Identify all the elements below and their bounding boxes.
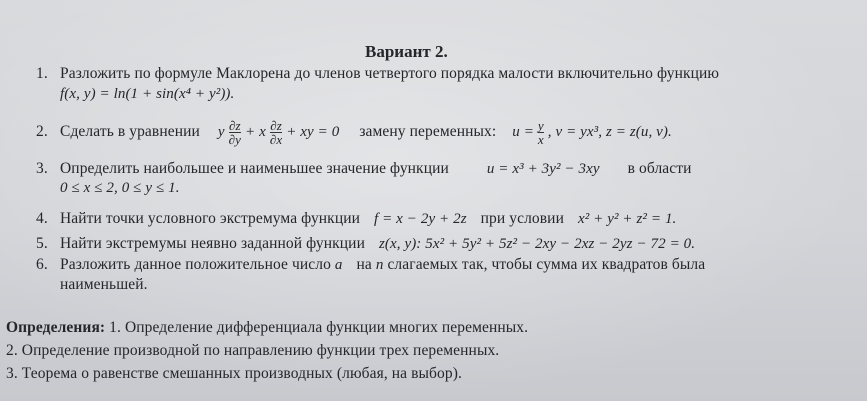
substitution-pre: u = [512,124,534,141]
problem-2 [36,119,672,146]
problem-number: 3. [36,160,48,177]
problem-6 [36,256,705,274]
partial-fraction: $\frac{\partial z}{\partial y}$ [228,118,242,147]
problem-text: Сделать в уравнении [60,123,200,141]
definitions-line-1 [6,319,528,337]
definition-item: 3. Теорема о равенстве смешанных производных (любая, на выбор). [6,365,462,382]
definition-item: 1. Определение дифференциала функции многих переменных. [109,319,529,336]
problem-text-c: слагаемых так, чтобы сумма их квадратов была [387,256,706,273]
problem-text-b: на [356,256,372,273]
problem-3 [36,160,692,178]
problem-text: Разложить по формуле Маклорена до членов четвертого порядка малости включительно функцию [60,65,720,82]
problem-5 [36,235,695,253]
problem-number: 4. [36,210,48,227]
equation-pre: y [217,124,225,141]
problem-text: Определить наибольшее и наименьшее значение функции [60,160,449,177]
substitution-fraction: $\frac{y}{x}$ [537,118,544,147]
definition-item: 2. Определение производной по направлению функции трех переменных. [6,342,500,359]
equation-mid: + x [245,124,266,141]
problem-number: 5. [36,235,48,252]
problem-text-b: в области [627,160,692,177]
problem-text: Разложить данное положительное число [60,256,331,273]
substitution-post: , v = yx³, z = z(u, v). [547,124,672,141]
problem-number: 1. [36,65,48,82]
problem-6-continuation: наименьшей. [60,276,148,293]
problem-1-formula: f(x, y) = ln(1 + sin(x⁴ + y²)). [60,86,235,102]
problem-text: Найти экстремумы неявно заданной функции [60,235,365,252]
problem-text-b: при условии [480,210,564,227]
problem-text-b: замену переменных: [359,123,497,141]
problem-4-condition: x² + y² + z² = 1. [577,211,677,227]
problem-number: 6. [36,256,48,273]
problem-4 [36,210,676,228]
problem-1 [36,65,719,83]
definitions-label: Определения: [6,319,106,336]
problem-number: 2. [36,123,48,141]
problem-5-formula: z(x, y): 5x² + 5y² + 5z² − 2xy − 2xz − 2yz − 72 = 0. [378,236,696,252]
problem-3-formula: u = x³ + 3y² − 3xy [486,161,600,177]
problem-3-domain: 0 ≤ x ≤ 2, 0 ≤ y ≤ 1. [60,180,180,196]
problem-4-formula: f = x − 2y + 2z [373,211,467,227]
partial-fraction: $\frac{\partial z}{\partial x}$ [269,118,283,147]
variable-a: a [334,257,343,273]
variant-title: Вариант 2. [365,42,448,61]
variable-n: n [375,257,384,273]
problem-text: Найти точки условного экстремума функции [60,210,360,227]
equation-post: + xy = 0 [286,124,340,141]
